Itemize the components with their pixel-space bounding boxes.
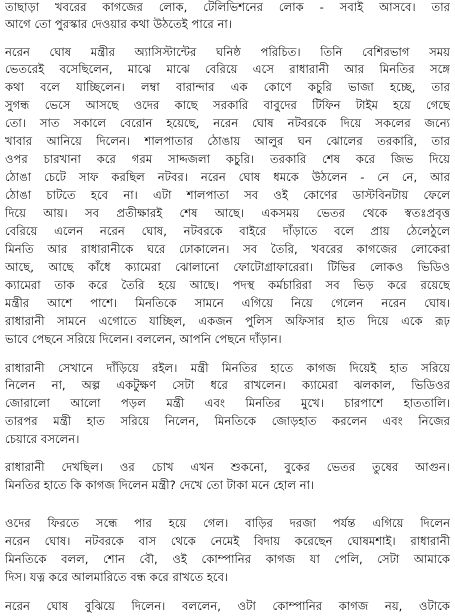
- text-line: ক্যামেরা তাক করে তৈরি হয়ে আছে। পদস্থ কর্মচারিরা সব ভিড় করে রয়েছে: [5, 278, 450, 292]
- text-line: রাধারানী সামনে এগোতে যাচ্ছিল, একজন পুলিস অফিসার হাত দিয়ে একে রূঢ়: [5, 314, 450, 328]
- text-line: নরেন ঘোষ মন্ত্রীর অ্যাসিস্টান্টের ঘনিষ্ঠ পরিচিত। তিনি বেশিরভাগ সময়: [5, 45, 450, 59]
- text-line: দিস। যত্ন করে আলমারিতে বন্ধ করে রাখতে হবে।: [5, 570, 229, 584]
- text-line: বেরিয়ে এলেন নরেন ঘোষ, নটবরকে বাইরে দাঁড়াতে বলে প্রায় ঠেলেঠুলে: [5, 224, 450, 238]
- text-line: নরেন ঘোষ। নটবরকে বাস থেকে নেমেই বিদায় করেছেন ঘোষমশাই। রাধারানী: [5, 534, 450, 548]
- text-line: চেয়ারে বসলেন।: [5, 432, 80, 446]
- text-line: ঠোঙা চাটতে হবে না। এটা শালপাতা সব ওই কোণের ডাস্টবিনটায় ফেলে: [5, 188, 450, 202]
- text-line: মিনতি আর রাধারানীকে ঘরে ঢোকালেন। সব তৈরি, খবরের কাগজের লোকেরা: [5, 242, 450, 256]
- text-line: মন্ত্রীর আশে পাশে। মিনতিকে সামনে এগিয়ে নিয়ে গেলেন নরেন ঘোষ।: [5, 296, 450, 310]
- text-line: নিলেন না, অল্প একটুক্ষণ সেটা ধরে রাখলেন। ক্যামেরা ঝলকাল, ভিডিওর: [5, 378, 450, 392]
- text-line: মিনতিকে বলল, শোন বৌ, ওই কোম্পানির কাগজ যা পেলি, সেটা আমাকে: [5, 552, 450, 566]
- text-line: মিনতির হাতে কি কাগজ দিলেন মন্ত্রী? দেখে তো টাকা মনে হোল না।: [5, 478, 315, 492]
- text-line: দিয়ে আয়। সব প্রতীক্ষারই শেষ আছে। একসময় ভেতর থেকে স্বতঃপ্রবৃত্ত: [5, 206, 450, 220]
- text-line: তারপর মন্ত্রী হাত সরিয়ে নিলেন, মিনতিকে জোড়হাত করলেন এবং নিজের: [5, 414, 450, 428]
- text-line: ভাবে পেছনে সরিয়ে দিলেন। বললেন, আপনি পেছনে দাঁড়ান।: [5, 332, 282, 346]
- text-line: নরেন ঘোষ বুঝিয়ে দিলেন। বললেন, ওটা কোম্পানির কাগজ নয়, ওটাকে: [5, 599, 450, 613]
- text-line: কথা বলে যাচ্ছিলেন। লম্বা বারান্দার এক কোণে কচুরি ভাজা হচ্ছে, তার: [5, 80, 450, 94]
- text-line: জোরালো আলো পড়ল মন্ত্রী এবং মিনতির মুখে। চারপাশে হাততালি।: [5, 396, 450, 410]
- text-line: তাছাড়া খবরের কাগজের লোক, টেলিভিশনের লোক - সবাই আসবে। তার: [5, 0, 450, 14]
- text-line: ভেতরেই বসেছিলেন, মাঝে মাঝে বেরিয়ে এসে রাধারানী আর মিনতির সঙ্গে: [5, 62, 450, 76]
- text-line: সুগন্ধ ভেসে আসছে ওদের কাছে সরকারি বাবুদের টিফিন টাইম হয়ে গেছে: [5, 98, 450, 112]
- text-line: তো। সাত সকালে বেরোন হয়েছে, নরেন ঘোষ নটবরকে দিয়ে সকলের জন্যে: [5, 116, 450, 130]
- text-line: আছে, আছে কাঁধে ক্যামেরা ঝোলানো ফোটোগ্রাফারেরা। টিভির লোকও ভিডিও: [5, 260, 450, 274]
- text-line: ওদের ফিরতে সন্ধে পার হয়ে গেল। বাড়ির দরজা পর্যন্ত এগিয়ে দিলেন: [5, 516, 450, 530]
- text-line: রাধারানী সেখানে দাঁড়িয়ে রইল। মন্ত্রী মিনতির হাতে কাগজ দিয়েই হাত সরিয়ে: [5, 361, 450, 375]
- text-line: আগে তো পুরস্কার দেওয়ার কথা উঠতেই পারে না।: [5, 17, 232, 31]
- text-line: খাবার আনিয়ে দিলেন। শালপাতার ঠোঙায় আলুর ঘন ঝোলের তরকারি, তার: [5, 134, 450, 148]
- text-line: ঠোঙা চেটে সাফ করছিল নটবর। নরেন ঘোষ ধমকে উঠলেন - নে নে, আর: [5, 170, 450, 184]
- text-line: ওপর চারখানা করে গরম সাদ্দজলা কচুরি। তরকারি শেষ করে জিভ দিয়ে: [5, 152, 450, 166]
- text-line: রাধারানী দেখছিল। ওর চোখ এখন শুকনো, বুকের ভেতর তুষের আগুন।: [5, 460, 450, 474]
